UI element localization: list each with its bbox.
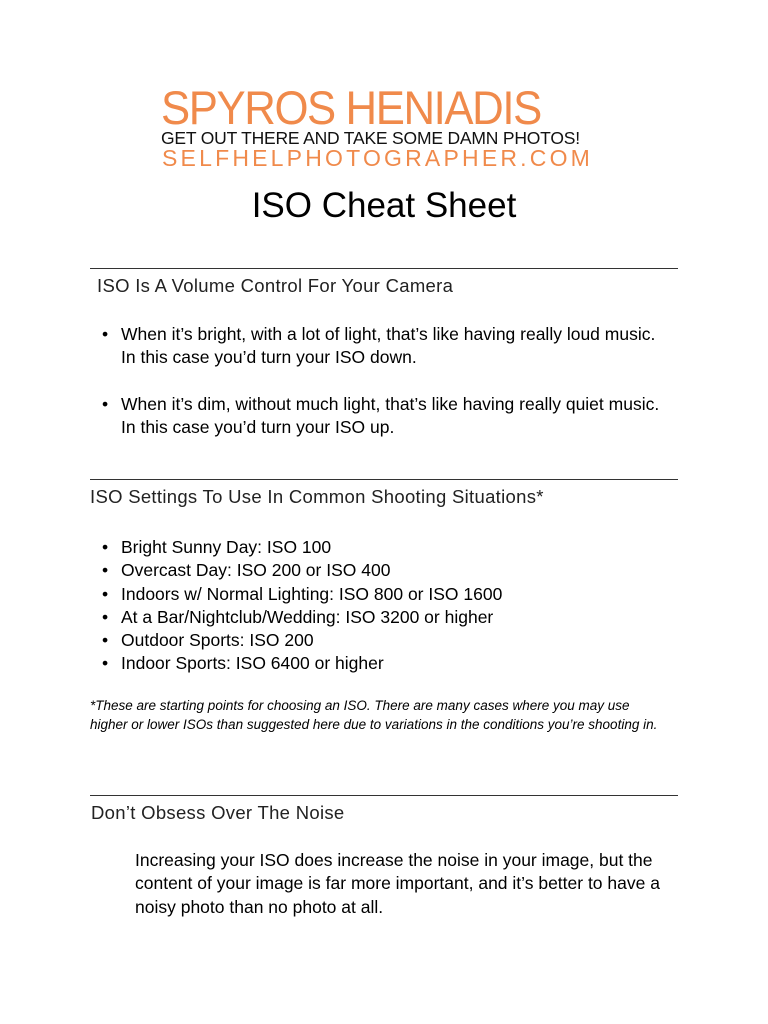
list-item: • When it’s bright, with a lot of light, that’s like having really loud music. In this case you’d turn your ISO down.	[102, 323, 662, 370]
iso-settings-bullet-list	[102, 536, 662, 676]
section-heading-iso-settings: ISO Settings To Use In Common Shooting Situations*	[90, 486, 544, 507]
noise-paragraph: Increasing your ISO does increase the noise in your image, but the content of your image is far more important, and it’s better to have a noisy photo than no photo at all.	[135, 850, 660, 917]
section-divider	[90, 268, 678, 269]
brand-name: SPYROS HENIADIS	[161, 81, 541, 134]
section-heading-noise: Don’t Obsess Over The Noise	[91, 802, 345, 823]
section-heading-volume-control: ISO Is A Volume Control For Your Camera	[97, 275, 454, 296]
volume-control-bullet-list	[102, 323, 662, 462]
list-item: • Indoor Sports: ISO 6400 or higher	[102, 652, 662, 675]
list-item: • At a Bar/Nightclub/Wedding: ISO 3200 or higher	[102, 606, 662, 629]
section-divider	[90, 795, 678, 796]
section-divider	[90, 479, 678, 480]
list-item: • Outdoor Sports: ISO 200	[102, 629, 662, 652]
list-item: • Overcast Day: ISO 200 or ISO 400	[102, 559, 662, 582]
brand-tagline: GET OUT THERE AND TAKE SOME DAMN PHOTOS!	[161, 128, 580, 148]
brand-website: SELFHELPHOTOGRAPHER.COM	[162, 145, 594, 171]
brand-header	[161, 81, 611, 171]
list-item: • Bright Sunny Day: ISO 100	[102, 536, 662, 559]
list-item: • When it’s dim, without much light, that’s like having really quiet music. In this case you’d turn your ISO up.	[102, 393, 662, 440]
list-item: • Indoors w/ Normal Lighting: ISO 800 or ISO 1600	[102, 583, 662, 606]
iso-settings-footnote: *These are starting points for choosing an ISO. There are many cases where you may use higher or lower ISOs than suggested here due to variations in the conditions you’re shooting in.	[90, 698, 658, 732]
page-title: ISO Cheat Sheet	[251, 186, 517, 225]
